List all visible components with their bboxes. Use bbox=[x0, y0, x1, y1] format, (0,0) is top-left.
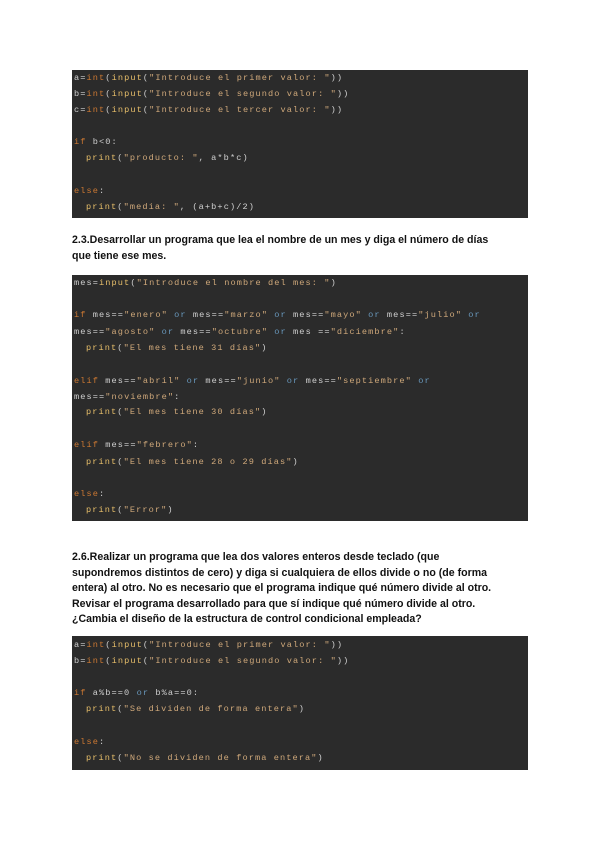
code-line bbox=[74, 457, 299, 468]
code-token: b<0: bbox=[86, 137, 118, 147]
code-token: "mayo" bbox=[324, 310, 362, 320]
code-token: ( bbox=[105, 105, 112, 115]
code-token: mes== bbox=[299, 376, 337, 386]
code-token: : bbox=[99, 186, 106, 196]
code-token: ( bbox=[142, 73, 150, 83]
code-token: or bbox=[186, 376, 200, 386]
code-token: : bbox=[192, 440, 200, 450]
code-token: or bbox=[418, 376, 431, 386]
code-token: "producto: " bbox=[123, 153, 199, 163]
code-token: mes== bbox=[174, 327, 212, 337]
code-token: : bbox=[399, 327, 406, 337]
code-token: "septiembre" bbox=[336, 376, 412, 386]
code-token: mes== bbox=[186, 310, 225, 320]
code-token: if bbox=[74, 688, 87, 698]
code-line bbox=[74, 105, 343, 116]
code-token: print bbox=[86, 343, 118, 353]
code-token: print bbox=[86, 753, 118, 763]
code-line bbox=[74, 327, 406, 338]
code-token: ( bbox=[105, 640, 112, 650]
code-line bbox=[74, 73, 343, 84]
code-token: ( bbox=[117, 753, 124, 763]
code-token: ( bbox=[130, 278, 137, 288]
code-token: input bbox=[111, 105, 143, 115]
code-token: ( bbox=[117, 457, 124, 467]
code-line bbox=[74, 505, 174, 516]
code-token: "enero" bbox=[124, 310, 168, 320]
code-token: mes== bbox=[74, 327, 106, 337]
code-token: or bbox=[468, 310, 481, 320]
code-token: mes== bbox=[86, 310, 125, 320]
exercise-2-6-heading bbox=[72, 550, 528, 628]
code-token: "diciembre" bbox=[330, 327, 400, 337]
code-line bbox=[74, 489, 105, 500]
code-block-3 bbox=[72, 636, 528, 770]
code-token: ( bbox=[105, 89, 112, 99]
code-token: "Introduce el nombre del mes: " bbox=[136, 278, 331, 288]
code-token: print bbox=[86, 457, 118, 467]
code-token: mes== bbox=[199, 376, 237, 386]
code-block-2 bbox=[72, 275, 528, 521]
code-token: )) bbox=[330, 640, 344, 650]
code-token: "El mes tiene 28 o 29 días" bbox=[123, 457, 293, 467]
code-token: b= bbox=[74, 656, 87, 666]
code-token: )) bbox=[330, 73, 344, 83]
code-token: b= bbox=[74, 89, 87, 99]
code-line bbox=[74, 656, 349, 667]
code-token: "noviembre" bbox=[105, 392, 175, 402]
heading-line: entera) al otro. No es necesario que el programa indique qué número divide al otro. bbox=[72, 582, 492, 594]
code-token: ( bbox=[142, 89, 150, 99]
code-token: ) bbox=[261, 343, 268, 353]
code-token: , a*b*c) bbox=[198, 153, 249, 163]
heading-line: ¿Cambia el diseño de la estructura de control condicional empleada? bbox=[72, 613, 422, 625]
code-token: "El mes tiene 30 días" bbox=[123, 407, 262, 417]
code-line bbox=[74, 153, 249, 164]
code-token: "Introduce el segundo valor: " bbox=[149, 656, 337, 666]
code-token: input bbox=[111, 656, 143, 666]
code-token: mes== bbox=[286, 310, 325, 320]
code-token: "Error" bbox=[123, 505, 168, 515]
code-token: "marzo" bbox=[224, 310, 269, 320]
code-token: input bbox=[99, 278, 131, 288]
code-token: if bbox=[74, 310, 87, 320]
code-token: print bbox=[86, 153, 118, 163]
code-token: int bbox=[86, 73, 106, 83]
code-token: input bbox=[111, 640, 143, 650]
code-line bbox=[74, 376, 431, 387]
code-token: : bbox=[174, 392, 181, 402]
code-token: if bbox=[74, 137, 87, 147]
code-token: print bbox=[86, 505, 118, 515]
code-line bbox=[74, 310, 481, 321]
code-token: or bbox=[368, 310, 381, 320]
code-token: "abril" bbox=[136, 376, 181, 386]
code-line bbox=[74, 704, 305, 715]
heading-line: supondremos distintos de cero) y diga si cualquiera de ellos divide o no (de forma bbox=[72, 566, 488, 579]
code-token: or bbox=[174, 310, 187, 320]
code-token: int bbox=[86, 640, 106, 650]
code-token: : bbox=[99, 737, 106, 747]
code-token: mes == bbox=[286, 327, 331, 337]
code-token: ) bbox=[292, 457, 299, 467]
code-token: )) bbox=[330, 105, 344, 115]
heading-line: que tiene ese mes. bbox=[72, 249, 167, 262]
code-token: "media: " bbox=[123, 202, 180, 212]
code-line bbox=[74, 186, 105, 197]
code-token: b%a==0: bbox=[149, 688, 200, 698]
heading-line: 2.6.Realizar un programa que lea dos valores enteros desde teclado (que bbox=[72, 551, 440, 563]
code-token: ) bbox=[317, 753, 324, 763]
code-token: elif bbox=[74, 376, 100, 386]
code-token: "Introduce el tercer valor: " bbox=[149, 105, 331, 115]
code-token: "octubre" bbox=[211, 327, 269, 337]
code-token: ) bbox=[167, 505, 174, 515]
code-token: else bbox=[74, 186, 100, 196]
code-token: ( bbox=[117, 407, 124, 417]
code-token: "Se dividen de forma entera" bbox=[123, 704, 299, 714]
code-token: print bbox=[86, 704, 118, 714]
code-token: int bbox=[86, 656, 106, 666]
code-token: ( bbox=[142, 656, 150, 666]
code-token: : bbox=[99, 489, 106, 499]
code-line bbox=[74, 737, 105, 748]
heading-line: 2.3.Desarrollar un programa que lea el nombre de un mes y diga el número de días bbox=[72, 234, 489, 246]
code-line bbox=[74, 440, 199, 451]
code-token: ( bbox=[117, 153, 124, 163]
code-token: ( bbox=[117, 505, 124, 515]
code-token: else bbox=[74, 489, 100, 499]
code-token: or bbox=[274, 327, 287, 337]
code-token: "junio" bbox=[236, 376, 281, 386]
code-token: elif bbox=[74, 440, 100, 450]
code-token: or bbox=[161, 327, 175, 337]
code-token: a%b==0 bbox=[86, 688, 137, 698]
code-token: ( bbox=[105, 73, 112, 83]
code-line bbox=[74, 137, 118, 148]
code-token: ) bbox=[298, 704, 306, 714]
code-line bbox=[74, 89, 349, 100]
code-token: "Introduce el segundo valor: " bbox=[149, 89, 337, 99]
code-token: mes== bbox=[99, 376, 137, 386]
code-line bbox=[74, 392, 180, 403]
code-token: mes== bbox=[74, 392, 106, 402]
code-token: or bbox=[274, 310, 287, 320]
code-token: ( bbox=[117, 202, 124, 212]
code-block-1 bbox=[72, 70, 528, 218]
code-token: or bbox=[136, 688, 150, 698]
code-token: ( bbox=[117, 343, 124, 353]
code-line bbox=[74, 278, 337, 289]
code-token: )) bbox=[336, 89, 350, 99]
code-line bbox=[74, 688, 199, 699]
code-token: ( bbox=[142, 640, 150, 650]
code-token: ) bbox=[261, 407, 268, 417]
code-token: c= bbox=[74, 105, 87, 115]
code-token: int bbox=[86, 89, 106, 99]
code-token: a= bbox=[74, 73, 87, 83]
code-token: mes== bbox=[99, 440, 137, 450]
code-token: "julio" bbox=[418, 310, 463, 320]
code-token: input bbox=[111, 73, 143, 83]
code-token: else bbox=[74, 737, 100, 747]
code-token: )) bbox=[336, 656, 350, 666]
code-token: print bbox=[86, 407, 118, 417]
code-token: mes== bbox=[380, 310, 419, 320]
code-token: "El mes tiene 31 días" bbox=[123, 343, 262, 353]
code-token: "febrero" bbox=[136, 440, 193, 450]
code-token: "agosto" bbox=[105, 327, 156, 337]
code-line bbox=[74, 640, 343, 651]
code-token: ( bbox=[142, 105, 150, 115]
code-token: a= bbox=[74, 640, 87, 650]
code-line bbox=[74, 202, 255, 213]
code-token: , (a+b+c)/2) bbox=[179, 202, 255, 212]
code-token: int bbox=[86, 105, 106, 115]
code-line bbox=[74, 753, 324, 764]
code-token: input bbox=[111, 89, 143, 99]
code-token: "Introduce el primer valor: " bbox=[149, 640, 331, 650]
code-token: "Introduce el primer valor: " bbox=[149, 73, 331, 83]
code-token: print bbox=[86, 202, 118, 212]
code-token: "No se dividen de forma entera" bbox=[123, 753, 318, 763]
code-line bbox=[74, 343, 267, 354]
heading-line: Revisar el programa desarrollado para que sí indique qué número divide al otro. bbox=[72, 597, 476, 610]
code-line bbox=[74, 407, 267, 418]
code-token: or bbox=[286, 376, 300, 386]
code-token: ( bbox=[105, 656, 112, 666]
code-token: ( bbox=[117, 704, 124, 714]
code-token: mes= bbox=[74, 278, 100, 288]
exercise-2-3-heading bbox=[72, 233, 528, 264]
code-token: ) bbox=[330, 278, 337, 288]
